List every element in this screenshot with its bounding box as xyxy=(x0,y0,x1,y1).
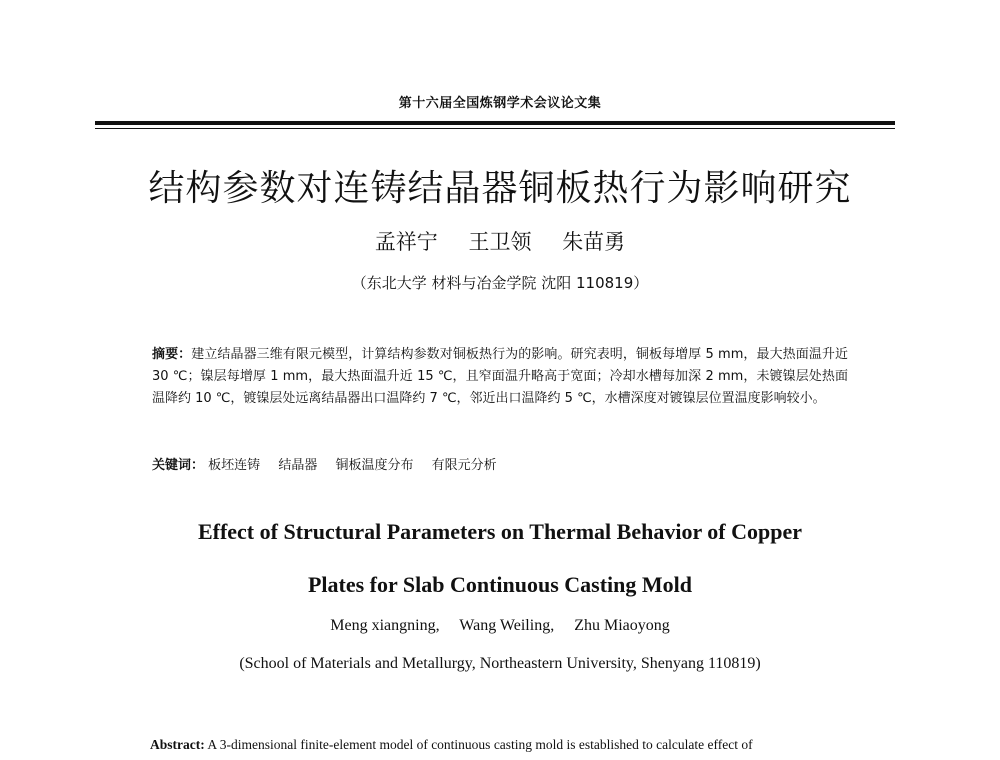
chinese-author: 朱苗勇 xyxy=(562,230,626,254)
chinese-authors xyxy=(0,226,1000,256)
chinese-author: 王卫领 xyxy=(468,230,532,254)
english-authors xyxy=(0,617,1000,635)
header-rule-thick xyxy=(95,121,895,125)
english-title-line-2: Plates for Slab Continuous Casting Mold xyxy=(307,572,693,597)
english-affiliation: (School of Materials and Metallurgy, Northeastern University, Shenyang 110819) xyxy=(239,655,761,672)
english-abstract-text: A 3-dimensional finite-element model of continuous casting mold is established to calculate effect of xyxy=(207,737,753,752)
english-abstract-label: Abstract: xyxy=(150,737,205,752)
chinese-keywords-label: 关键词： xyxy=(152,458,205,473)
chinese-abstract-label: 摘要： xyxy=(152,347,192,362)
keyword: 结晶器 xyxy=(278,458,318,473)
chinese-keywords xyxy=(152,456,848,476)
keyword: 有限元分析 xyxy=(431,458,497,473)
english-author: Zhu Miaoyong xyxy=(574,617,670,634)
english-abstract xyxy=(150,737,860,753)
chinese-author: 孟祥宁 xyxy=(374,230,438,254)
chinese-abstract xyxy=(152,344,848,410)
chinese-abstract-text: 建立结晶器三维有限元模型，计算结构参数对铜板热行为的影响。研究表明，铜板每增厚 5 mm，最大热面温升近 30 ℃；镍层每增厚 1 mm，最大热面温升近 15 ℃，且窄面温升略高于宽面；冷却水槽每加深 2 mm，未镀镍层处热面温降约 10 ℃，镀镍层处远离结晶器出口温降约 7 ℃，邻近出口温降约 5 ℃，水槽深度对镀镍层位置温度影响较小。 xyxy=(152,347,848,406)
chinese-title: 结构参数对连铸结晶器铜板热行为影响研究 xyxy=(148,168,852,209)
header-rule-thin xyxy=(95,128,895,129)
english-author: Meng xiangning, xyxy=(330,617,440,634)
english-author: Wang Weiling, xyxy=(459,617,555,634)
chinese-affiliation: （东北大学 材料与冶金学院 沈阳 110819） xyxy=(351,274,649,292)
running-head: 第十六届全国炼钢学术会议论文集 xyxy=(398,96,602,111)
keyword: 板坯连铸 xyxy=(208,458,261,473)
keyword: 铜板温度分布 xyxy=(335,458,414,473)
english-title-line-1: Effect of Structural Parameters on Thermal Behavior of Copper xyxy=(197,519,803,544)
